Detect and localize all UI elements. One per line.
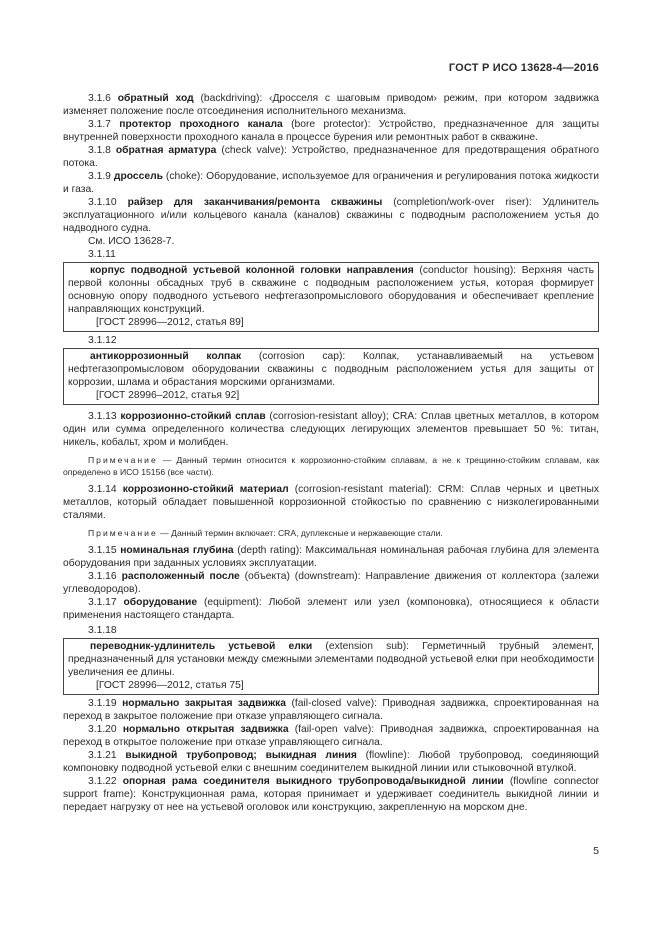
entry-definition: (backdriving): ‹Дросселя с шаговым приводом› режим, при котором задвижка изменяет положение после отсоединения исполнительного механизма. (63, 93, 599, 117)
note-text: — Данный термин включает: CRA, дуплексные и нержавеющие стали. (157, 528, 443, 538)
entry-definition: (fail-open valve): Приводная задвижка, спроектированная на переход в открытое положение при отказе управляющего сигнала. (63, 724, 599, 748)
entry-3-1-13 (63, 410, 599, 449)
entry-definition: (extension sub): Герметичный трубный элемент, предназначенный для установки между смежными элементами подводной устьевой елки при необходимости увеличения ее длины. (68, 641, 594, 678)
entry-3-1-20 (63, 723, 599, 749)
page-number: 5 (593, 845, 599, 857)
entry-number: 3.1.13 (88, 411, 117, 422)
source-reference: [ГОСТ 28996–2012, статья 92] (96, 390, 240, 401)
entry-term: нормально открытая задвижка (122, 724, 289, 735)
entry-3-1-15 (63, 544, 599, 570)
entry-definition: (equipment): Любой элемент или узел (компоновка), относящиеся к области применения настоящего стандарта. (63, 597, 599, 621)
entry-number: 3.1.14 (88, 484, 117, 495)
entry-3-1-18 (68, 640, 594, 679)
entry-definition: (choke): Оборудование, используемое для ограничения и регулирования потока жидкости и газа. (63, 171, 599, 195)
entry-definition: (corrosion-resistant alloy); CRA: Сплав цветных металлов, в котором один или сумма определенного количества следующих легирующих элементов превышает 50 %: титан, никель, кобальт, хром и молибден. (63, 411, 599, 448)
entry-number: 3.1.6 (88, 93, 111, 104)
entry-definition: (conductor housing): Верхняя часть первой колонны обсадных труб в скважине с подводным расположением устья, которая формирует основную опору подводного устьевого нефтегазопромыслового оборудования и обеспечивает крепление направляющих конструкций. (68, 265, 595, 315)
entry-term: нормально закрытая задвижка (122, 698, 287, 709)
entry-term: дроссель (113, 171, 163, 182)
entry-definition: (check valve): Устройство, предназначенное для предотвращения обратного потока. (63, 145, 599, 169)
entry-number: 3.1.22 (88, 776, 117, 787)
entry-3-1-16 (63, 570, 599, 596)
entry-number-3-1-11: 3.1.11 (88, 249, 116, 260)
document-body (63, 92, 599, 814)
entry-term: расположенный после (121, 571, 240, 582)
note-text: — Данный термин относится к коррозионно-стойким сплавам, а не к трещинно-стойким сплавам, как определено в ИСО 15156 (все части). (63, 455, 599, 477)
entry-term: оборудование (123, 597, 198, 608)
boxed-entry-3-1-18 (63, 638, 599, 695)
entry-term: корпус подводной устьевой колонной головки направления (90, 265, 414, 276)
entry-definition: (fail-closed valve): Приводная задвижка, спроектированная на переход в закрытое положение при отказе управляющего сигнала. (63, 698, 599, 722)
entry-term: протектор проходного канала (119, 119, 283, 130)
entry-term: коррозионно-стойкий сплав (120, 411, 266, 422)
entry-3-1-8 (63, 144, 599, 170)
entry-definition: (completion/work-over riser): Удлинитель эксплуатационного и/или кольцевого канала (каналов) скважины с подводным расположением устья до надводного судна. (63, 197, 599, 234)
see-also: См. ИСО 13628-7. (88, 236, 175, 247)
entry-3-1-12 (68, 350, 594, 389)
entry-3-1-11 (68, 264, 594, 316)
entry-3-1-21 (63, 749, 599, 775)
entry-3-1-9 (63, 170, 599, 196)
note (63, 454, 599, 478)
boxed-entry-3-1-11 (63, 262, 599, 332)
note (63, 527, 599, 539)
entry-definition: (depth rating): Максимальная номинальная рабочая глубина для элемента оборудования при заданных условиях эксплуатации. (63, 545, 599, 569)
entry-number: 3.1.10 (88, 197, 117, 208)
entry-term: райзер для заканчивания/ремонта скважины (127, 197, 383, 208)
entry-number: 3.1.8 (88, 145, 111, 156)
entry-number: 3.1.7 (88, 119, 111, 130)
entry-3-1-19 (63, 697, 599, 723)
entry-3-1-7 (63, 118, 599, 144)
entry-definition: (corrosion-resistant material): CRM: Сплав черных и цветных металлов, который обладает повышенной коррозионной стойкостью по сравнению с низколегированными сталями. (63, 484, 599, 521)
entry-number-3-1-18: 3.1.18 (88, 625, 117, 636)
entry-definition: (flowline): Любой трубопровод, соединяющий компоновку подводной устьевой елки с внешним соединителем выкидной линии или стыковочной втулкой. (63, 750, 599, 774)
entry-term: коррозионно-стойкий материал (122, 484, 289, 495)
entry-definition: (объекта) (downstream): Направление движения от коллектора (залежи углеводородов). (63, 571, 599, 595)
entry-term: обратный ход (117, 93, 194, 104)
boxed-entry-3-1-12 (63, 348, 599, 405)
entry-term: номинальная глубина (120, 545, 234, 556)
entry-3-1-17 (63, 596, 599, 622)
entry-3-1-10 (63, 196, 599, 235)
entry-definition: (bore protector): Устройство, предназначенное для защиты внутренней поверхности проходного канала в процессе бурения или ремонтных работ в скважине. (63, 119, 599, 143)
entry-definition: (flowline connector support frame): Конструкционная рама, которая принимает и удерживает соединитель выкидной линии и передает нагрузку от нее на устьевой оголовок или конструкцию, закрепленную на морском дне. (63, 776, 599, 813)
source-reference: [ГОСТ 28996—2012, статья 89] (96, 317, 244, 328)
source-reference: [ГОСТ 28996—2012, статья 75] (96, 680, 244, 691)
standard-designation: ГОСТ Р ИСО 13628-4—2016 (448, 62, 599, 74)
entry-term: опорная рама соединителя выкидного трубопровода/выкидной линии (122, 776, 504, 787)
entry-number: 3.1.20 (88, 724, 117, 735)
entry-number: 3.1.17 (88, 597, 117, 608)
entry-term: антикоррозионный колпак (90, 351, 242, 362)
entry-3-1-22 (63, 775, 599, 814)
note-label: Примечание (88, 455, 158, 465)
entry-3-1-6 (63, 92, 599, 118)
entry-number: 3.1.15 (88, 545, 117, 556)
entry-term: обратная арматура (115, 145, 217, 156)
entry-term: выкидной трубопровод; выкидная линия (125, 750, 357, 761)
entry-number: 3.1.19 (88, 698, 117, 709)
entry-number: 3.1.16 (88, 571, 117, 582)
entry-definition: (corrosion cap): Колпак, устанавливаемый на устьевом нефтегазопромысловом оборудовании скважины с подводным расположением устья для защиты от коррозии, шлама и обрастания морскими организмами. (68, 351, 594, 388)
entry-number: 3.1.9 (88, 171, 111, 182)
note-label: Примечание (88, 528, 158, 538)
entry-number: 3.1.21 (88, 750, 117, 761)
entry-term: переводник-удлинитель устьевой елки (90, 641, 313, 652)
entry-3-1-14 (63, 483, 599, 522)
entry-number-3-1-12: 3.1.12 (88, 335, 117, 346)
